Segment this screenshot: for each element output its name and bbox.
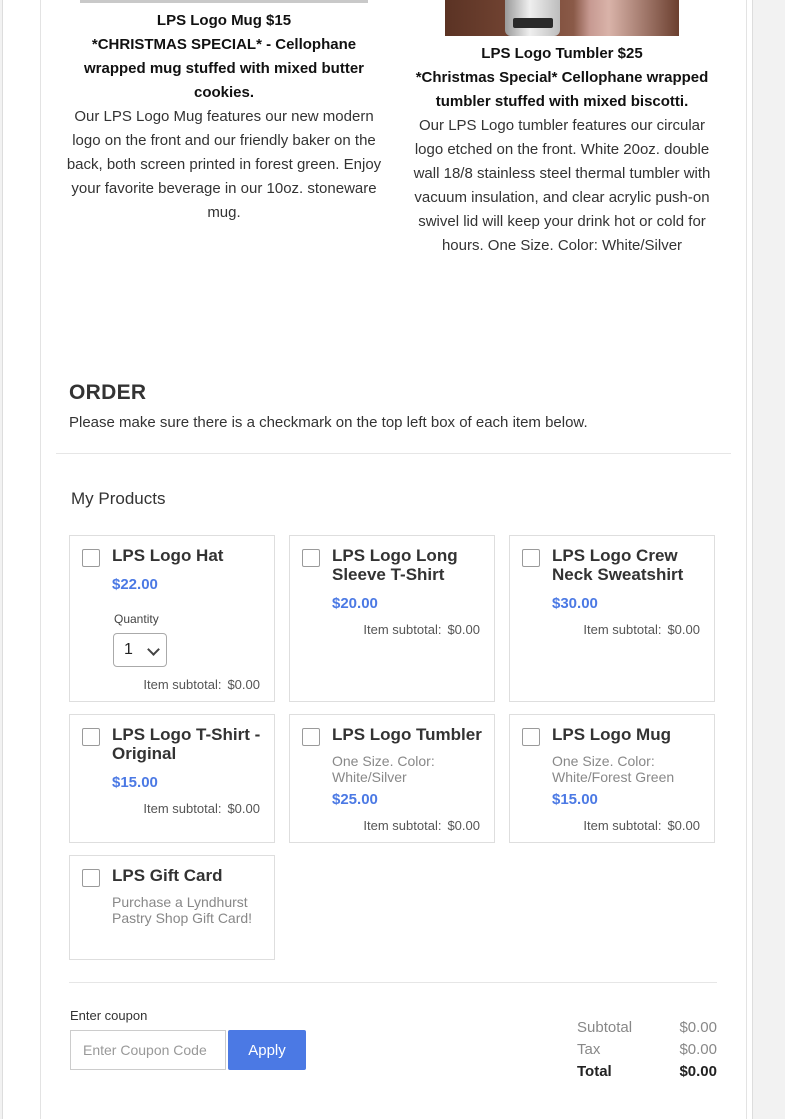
product-card-tshirt[interactable]	[69, 714, 275, 843]
product-checkbox[interactable]	[82, 549, 100, 567]
tumbler-title: LPS Logo Tumbler $25	[481, 45, 643, 62]
item-subtotal-label: Item subtotal:	[583, 622, 662, 637]
tumbler-body: Our LPS Logo tumbler features our circular logo etched on the front. White 20oz. double wall 18/8 stainless steel thermal tumbler with vacuum insulation, and clear acrylic push-on swivel lid will keep your drink hot or cold for hours. One Size. Color: White/Silver	[413, 117, 711, 254]
tax-row	[577, 1039, 717, 1061]
tumbler-special: *Christmas Special* Cellophane wrapped tumbler stuffed with mixed biscotti.	[415, 69, 709, 110]
product-name: LPS Gift Card	[112, 866, 223, 885]
product-card-long-sleeve[interactable]	[289, 535, 495, 702]
chevron-down-icon	[147, 643, 160, 656]
product-checkbox[interactable]	[302, 549, 320, 567]
item-subtotal-value: $0.00	[227, 801, 260, 816]
tumbler-description	[404, 42, 720, 258]
tumbler-image	[445, 0, 679, 36]
product-description: Purchase a Lyndhurst Pastry Shop Gift Card!	[112, 894, 253, 926]
tax-label: Tax	[577, 1041, 601, 1058]
apply-coupon-button[interactable]: Apply	[228, 1030, 306, 1070]
order-heading: ORDER	[69, 381, 147, 404]
product-price: $25.00	[332, 791, 378, 808]
mug-image	[80, 0, 368, 3]
product-checkbox[interactable]	[302, 728, 320, 746]
product-card-tumbler[interactable]	[289, 714, 495, 843]
product-name: LPS Logo Tumbler	[332, 725, 482, 744]
item-subtotal-value: $0.00	[227, 677, 260, 692]
quantity-select[interactable]	[113, 633, 167, 667]
tax-value: $0.00	[679, 1041, 717, 1058]
mug-title: LPS Logo Mug $15	[156, 12, 292, 29]
item-subtotal-value: $0.00	[667, 818, 700, 833]
product-checkbox[interactable]	[82, 869, 100, 887]
item-subtotal-label: Item subtotal:	[583, 818, 662, 833]
product-name: LPS Logo Mug	[552, 725, 671, 744]
subtotal-label: Subtotal	[577, 1019, 633, 1036]
product-card-mug[interactable]	[509, 714, 715, 843]
product-price: $30.00	[552, 595, 598, 612]
order-totals	[577, 1017, 717, 1083]
product-price: $15.00	[112, 774, 158, 791]
quantity-label: Quantity	[114, 612, 159, 626]
product-checkbox[interactable]	[522, 728, 540, 746]
total-row	[577, 1061, 717, 1083]
item-subtotal-value: $0.00	[447, 818, 480, 833]
order-instructions: Please make sure there is a checkmark on the top left box of each item below.	[69, 414, 588, 431]
coupon-input[interactable]	[70, 1030, 226, 1070]
divider	[69, 982, 717, 983]
product-card-hat[interactable]	[69, 535, 275, 702]
mug-description	[66, 9, 382, 225]
product-description: One Size. Color: White/Silver	[332, 753, 435, 785]
product-card-gift-card[interactable]	[69, 855, 275, 960]
item-subtotal	[143, 677, 260, 692]
item-subtotal	[143, 801, 260, 816]
item-subtotal-label: Item subtotal:	[363, 818, 442, 833]
product-price: $22.00	[112, 576, 158, 593]
product-name: LPS Logo Crew Neck Sweatshirt	[552, 546, 684, 584]
item-subtotal	[583, 818, 700, 833]
product-card-crew-neck[interactable]	[509, 535, 715, 702]
product-name: LPS Logo Long Sleeve T-Shirt	[332, 546, 458, 584]
divider	[56, 453, 731, 454]
mug-body: Our LPS Logo Mug features our new modern logo on the front and our friendly baker on the back, both screen printed in forest green. Enjoy your favorite beverage in our 10oz. stoneware mug.	[66, 108, 382, 221]
product-price: $15.00	[552, 791, 598, 808]
product-checkbox[interactable]	[522, 549, 540, 567]
item-subtotal-value: $0.00	[667, 622, 700, 637]
subtotal-value: $0.00	[679, 1019, 717, 1036]
mug-special: *CHRISTMAS SPECIAL* - Cellophane wrapped mug stuffed with mixed butter cookies.	[83, 36, 364, 101]
product-description: One Size. Color: White/Forest Green	[552, 753, 675, 785]
subtotal-row	[577, 1017, 717, 1039]
item-subtotal	[583, 622, 700, 637]
tumbler-lid-shape	[513, 18, 553, 28]
product-name: LPS Logo Hat	[112, 546, 224, 565]
total-value: $0.00	[679, 1063, 717, 1080]
item-subtotal-label: Item subtotal:	[143, 677, 222, 692]
item-subtotal-label: Item subtotal:	[143, 801, 222, 816]
item-subtotal-label: Item subtotal:	[363, 622, 442, 637]
product-price: $20.00	[332, 595, 378, 612]
item-subtotal	[363, 622, 480, 637]
product-name: LPS Logo T-Shirt - Original	[112, 725, 261, 763]
products-heading: My Products	[71, 489, 166, 508]
coupon-label: Enter coupon	[70, 1008, 148, 1023]
item-subtotal-value: $0.00	[447, 622, 480, 637]
product-checkbox[interactable]	[82, 728, 100, 746]
total-label: Total	[577, 1063, 612, 1080]
item-subtotal	[363, 818, 480, 833]
quantity-value: 1	[124, 641, 133, 658]
